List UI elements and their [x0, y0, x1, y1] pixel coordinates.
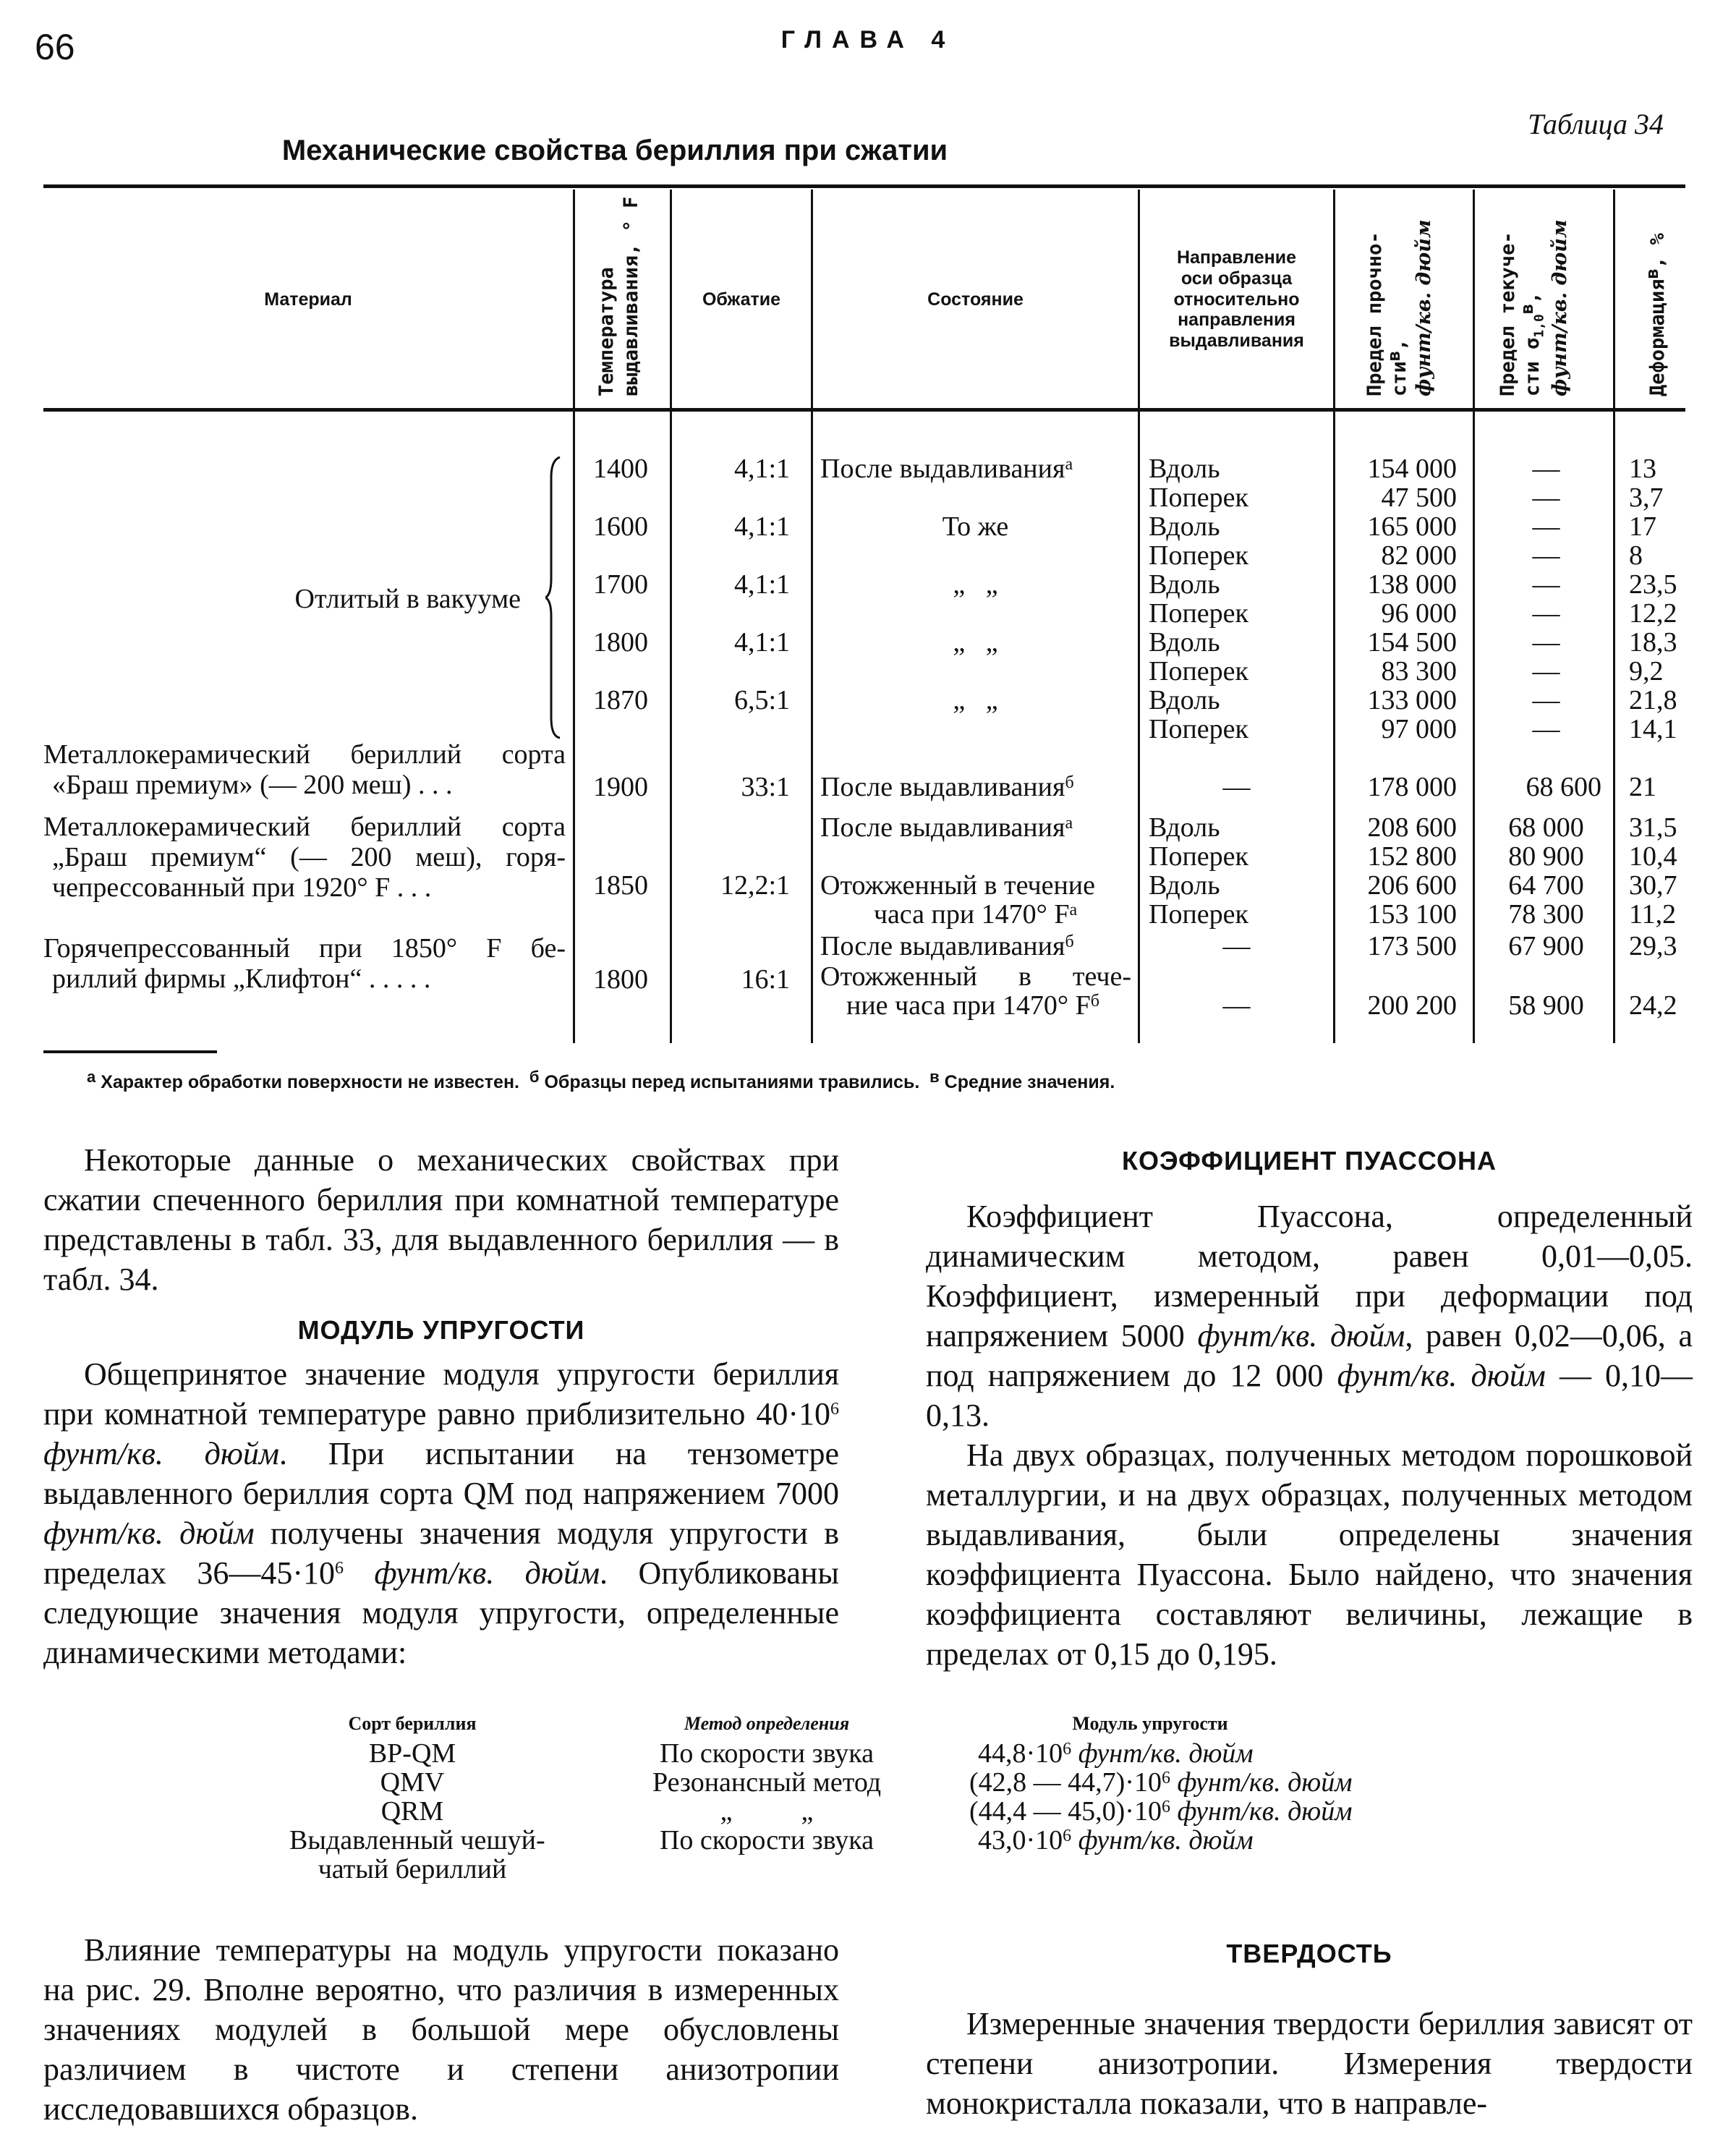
cell-deformation: 30,7	[1629, 870, 1677, 901]
moduli-method: По скорости звука	[659, 1825, 874, 1855]
cell-deformation: 17	[1629, 511, 1656, 542]
cell-temperature: 1600	[593, 511, 648, 542]
cell-direction: Поперек	[1149, 540, 1248, 571]
cell-deformation: 18,3	[1629, 627, 1677, 658]
cell-direction: Вдоль	[1149, 627, 1220, 658]
right-column-poisson	[926, 1196, 1693, 1674]
cell-direction: Вдоль	[1149, 511, 1220, 542]
header-strength-footnote-mark: в	[1383, 350, 1404, 362]
header-direction	[1140, 247, 1333, 352]
heading-hardness: ТВЕРДОСТЬ	[1226, 1939, 1392, 1968]
cell-yield: —	[1532, 656, 1560, 686]
text-run: — 0,10—0,13.	[926, 1358, 1693, 1433]
cell-deformation: 24,2	[1629, 990, 1677, 1021]
cell-condition	[813, 900, 1138, 929]
header-strength: Предел прочно- сти$^в$, фунт/кв. дюйм	[1363, 219, 1435, 396]
cell-strength: 165 000	[1367, 511, 1457, 542]
material-line: Металлокерамический бериллий сорта	[43, 739, 566, 770]
moduli-method: По скорости звука	[659, 1738, 874, 1769]
cell-strength: 154 500	[1367, 627, 1457, 658]
cell-condition	[820, 773, 1074, 802]
cell-temperature: 1900	[593, 772, 648, 802]
header-reduction: Обжатие	[702, 289, 780, 310]
cell-reduction: 4,1:1	[733, 454, 790, 484]
cell-temperature: 1800	[593, 964, 648, 995]
cell-strength: 173 500	[1367, 931, 1457, 961]
unit: фунт/кв. дюйм	[374, 1555, 600, 1591]
cell-condition: Отожженный в течение	[820, 870, 1095, 901]
moduli-grade: QMV	[380, 1767, 445, 1798]
moduli-value	[978, 1739, 1254, 1768]
cell-direction: Поперек	[1149, 841, 1248, 872]
unit: фунт/кв. дюйм	[43, 1516, 255, 1551]
cell-strength: 153 100	[1367, 899, 1457, 930]
value-number: (44,4 — 45,0)·10	[969, 1796, 1162, 1827]
condition-text: ние часа при 1470° F	[846, 990, 1091, 1021]
unit: фунт/кв. дюйм	[1078, 1825, 1254, 1855]
footnote-text: Характер обработки поверхности не известен.	[101, 1072, 519, 1092]
column-divider	[573, 190, 575, 1043]
footnote-mark: а	[87, 1068, 96, 1086]
cell-condition: То же	[942, 511, 1009, 542]
text-run: Общепринятое значение модуля упругости бериллия при комнатной температуре равно приблизительно 40·10	[43, 1356, 839, 1432]
cell-yield: 58 900	[1508, 990, 1584, 1021]
unit: фунт/кв. дюйм	[1337, 1358, 1546, 1393]
footnote-mark: в	[929, 1068, 940, 1086]
cell-reduction: 4,1:1	[733, 569, 790, 600]
cell-material	[43, 933, 566, 994]
cell-yield: —	[1532, 627, 1560, 658]
cell-yield: —	[1532, 454, 1560, 484]
moduli-grade: Выдавленный чешуй-	[289, 1825, 545, 1855]
moduli-grade: QRM	[380, 1796, 444, 1827]
condition-text: После выдавливания	[820, 812, 1065, 843]
value-number: (42,8 — 44,7)·10	[969, 1767, 1162, 1798]
text-run: , равен 0,02—0,06, а под напряжением до 12 000	[926, 1318, 1693, 1393]
header-condition: Состояние	[927, 289, 1024, 310]
cell-yield: —	[1532, 714, 1560, 744]
condition-text: часа при 1470° F	[873, 899, 1070, 930]
heading-poisson: КОЭФФИЦИЕНТ ПУАССОНА	[1122, 1146, 1497, 1176]
unit: фунт/кв. дюйм	[1197, 1318, 1405, 1353]
cell-strength: 96 000	[1381, 598, 1457, 629]
cell-deformation: 21	[1629, 772, 1656, 802]
cell-direction: Вдоль	[1149, 569, 1220, 600]
text-run: получены значения модуля упругости в пределах 36—45·10	[43, 1516, 839, 1591]
cell-yield: 64 700	[1508, 870, 1584, 901]
material-line: Горячепрессованный при 1850° F бе-	[43, 933, 566, 964]
footnote-mark: а	[1069, 901, 1078, 919]
table-header-rule	[43, 408, 1685, 412]
cell-reduction: 12,2:1	[720, 870, 790, 901]
cell-direction: Вдоль	[1149, 685, 1220, 715]
cell-direction: Поперек	[1149, 598, 1248, 629]
cell-yield: 68 000	[1508, 812, 1584, 843]
header-deformation-footnote-mark: в	[1642, 268, 1662, 279]
cell-temperature: 1870	[593, 685, 648, 715]
cell-reduction: 33:1	[741, 772, 790, 802]
condition-text: После выдавливания	[820, 772, 1065, 802]
cell-condition	[820, 454, 1073, 483]
material-vacuum-cast: Отлитый в вакууме	[294, 584, 521, 614]
cell-yield: 80 900	[1508, 841, 1584, 872]
material-line: Металлокерамический бериллий сорта	[43, 812, 566, 842]
header-temperature	[595, 197, 644, 396]
header-temperature-line2: выдавливания, ° F	[619, 196, 642, 396]
paragraph: Влияние температуры на модуль упругости показано на рис. 29. Вполне вероятно, что различия в измеренных значениях модулей в большой мере обусловлены различием в чистоте и степени анизотропии исследовавшихся образцов.	[43, 1932, 839, 2127]
cell-deformation: 13	[1629, 454, 1656, 484]
brace-icon	[545, 456, 563, 739]
left-column-intro	[43, 1140, 839, 1299]
moduli-grade: чатый бериллий	[318, 1854, 507, 1884]
cell-condition	[846, 991, 1099, 1020]
cell-deformation: 10,4	[1629, 841, 1677, 872]
cell-condition: „ „	[953, 627, 998, 658]
paragraph	[43, 1354, 839, 1672]
footnote-mark: а	[1065, 814, 1073, 833]
cell-reduction: 4,1:1	[733, 627, 790, 658]
footnote-mark: б	[1065, 773, 1074, 792]
header-material: Материал	[264, 289, 352, 310]
cell-deformation: 23,5	[1629, 569, 1677, 600]
table-label: Таблица 34	[1528, 108, 1664, 140]
cell-reduction: 6,5:1	[733, 685, 790, 715]
cell-direction: —	[1222, 990, 1251, 1021]
cell-condition: „ „	[953, 569, 998, 600]
text-run: . Опубликованы следующие значения модуля упругости, определенные динамическими методами:	[43, 1555, 839, 1670]
cell-strength: 83 300	[1381, 656, 1457, 686]
table-title: Механические свойства бериллия при сжатии	[281, 135, 948, 166]
header-direction-line: выдавливания	[1169, 331, 1304, 351]
paragraph: Некоторые данные о механических свойствах при сжатии спеченного бериллия при комнатной температуре представлены в табл. 33, для выдавленного бериллия — в табл. 34.	[43, 1142, 839, 1297]
cell-strength: 208 600	[1367, 812, 1457, 843]
header-deformation	[1642, 233, 1670, 396]
cell-direction: Вдоль	[1149, 812, 1220, 843]
unit: фунт/кв. дюйм	[1078, 1738, 1254, 1769]
paragraph: На двух образцах, полученных методом порошковой металлургии, и на двух образцах, полученных методом выдавливания, были определены значения коэффициента Пуассона. Было найдено, что значения коэффициента составляют величины, лежащие в пределах от 0,15 до 0,195.	[926, 1437, 1693, 1672]
cell-deformation: 3,7	[1629, 483, 1664, 513]
paragraph: Измеренные значения твердости бериллия зависят от степени анизотропии. Измерения твердости монокристалла показали, что в направле-	[926, 2006, 1693, 2121]
cell-reduction: 16:1	[741, 964, 790, 995]
cell-deformation: 21,8	[1629, 685, 1677, 715]
cell-direction: Поперек	[1149, 656, 1248, 686]
footnote-mark: б	[1065, 932, 1074, 951]
material-line: чепрессованный при 1920° F . . .	[52, 872, 432, 903]
cell-temperature: 1800	[593, 627, 648, 658]
cell-strength: 206 600	[1367, 870, 1457, 901]
header-yield-line1: Предел текуче-	[1497, 231, 1519, 396]
moduli-grade: BP-QM	[368, 1738, 456, 1769]
cell-strength: 82 000	[1381, 540, 1457, 571]
header-deformation-label: Деформация	[1646, 279, 1669, 396]
cell-yield: 78 300	[1508, 899, 1584, 930]
condition-text: После выдавливания	[820, 454, 1065, 484]
cell-strength: 133 000	[1367, 685, 1457, 715]
cell-deformation: 8	[1629, 540, 1643, 571]
moduli-header-grade: Сорт бериллия	[348, 1713, 477, 1734]
text-run: . При испытании на тензометре выдавленного бериллия сорта QM под напряжением 7000	[43, 1436, 839, 1511]
column-divider	[670, 190, 672, 1043]
cell-deformation: 14,1	[1629, 714, 1677, 744]
moduli-method: Резонансный метод	[652, 1767, 882, 1798]
cell-direction: Вдоль	[1149, 454, 1220, 484]
header-yield-subscript: 1,0	[1531, 314, 1547, 338]
cell-deformation: 11,2	[1629, 899, 1677, 930]
condition-text: После выдавливания	[820, 931, 1065, 961]
cell-strength: 178 000	[1367, 772, 1457, 802]
header-direction-line: направления	[1178, 310, 1295, 331]
header-yield-line2: сти σ	[1520, 337, 1544, 396]
moduli-header-method: Метод определения	[684, 1713, 850, 1734]
header-yield-footnote-mark: в	[1516, 303, 1537, 315]
value-number: 44,8·10	[978, 1738, 1063, 1769]
exponent: 6	[1161, 1769, 1170, 1787]
cell-strength: 154 000	[1367, 454, 1457, 484]
cell-strength: 97 000	[1381, 714, 1457, 744]
header-direction-line: относительно	[1173, 289, 1300, 310]
exponent: 6	[334, 1559, 344, 1578]
heading-modulus: МОДУЛЬ УПРУГОСТИ	[297, 1315, 585, 1345]
cell-direction: —	[1222, 772, 1251, 802]
footnote-mark: б	[1090, 992, 1099, 1011]
cell-yield: —	[1532, 598, 1560, 629]
table-top-rule	[43, 184, 1685, 188]
material-line: риллий фирмы „Клифтон“ . . . . .	[52, 964, 431, 994]
moduli-value	[969, 1768, 1352, 1797]
cell-direction: Вдоль	[1149, 870, 1220, 901]
cell-yield: 68 600	[1526, 772, 1601, 802]
cell-direction: Поперек	[1149, 483, 1248, 513]
cell-condition: Отожженный в тече-	[820, 961, 1131, 992]
cell-yield: —	[1532, 685, 1560, 715]
cell-direction: Поперек	[1149, 714, 1248, 744]
cell-material	[43, 739, 566, 800]
footnote-text: Образцы перед испытаниями травились.	[544, 1072, 920, 1092]
header-direction-line: Направление	[1176, 247, 1297, 268]
cell-yield: —	[1532, 483, 1560, 513]
header-direction-line: оси образца	[1180, 268, 1293, 289]
header-yield: Предел текуче- сти $\sigma_{1,0}^в$, фунт/кв. дюйм	[1497, 219, 1571, 396]
exponent: 6	[1063, 1740, 1072, 1759]
header-deformation-unit: , %	[1646, 233, 1669, 268]
unit: фунт/кв. дюйм	[43, 1436, 279, 1471]
cell-temperature: 1850	[593, 870, 648, 901]
footnote-rule	[43, 1050, 217, 1053]
cell-condition	[820, 813, 1073, 842]
moduli-value	[969, 1797, 1352, 1826]
header-strength-line2: сти	[1387, 361, 1410, 396]
text-run: Коэффициент Пуассона, определенный динамическим методом, равен 0,01—0,05. Коэффициент, измеренный при деформации под напряжением 5000	[926, 1199, 1693, 1353]
cell-yield: 67 900	[1508, 931, 1584, 961]
cell-condition: „ „	[953, 685, 998, 715]
exponent: 6	[830, 1400, 839, 1419]
left-column-temperature	[43, 1930, 839, 2129]
cell-strength: 200 200	[1367, 990, 1457, 1021]
left-column-modulus	[43, 1354, 839, 1672]
cell-deformation: 9,2	[1629, 656, 1664, 686]
cell-strength: 138 000	[1367, 569, 1457, 600]
cell-deformation: 29,3	[1629, 931, 1677, 961]
table-footnotes	[87, 1068, 1115, 1093]
cell-temperature: 1400	[593, 454, 648, 484]
moduli-method: „ „	[720, 1796, 814, 1827]
paragraph	[926, 1196, 1693, 1435]
cell-yield: —	[1532, 540, 1560, 571]
header-strength-unit: фунт/кв. дюйм	[1412, 219, 1435, 396]
cell-yield: —	[1532, 569, 1560, 600]
material-line: „Браш премиум“ (— 200 меш), горя-	[52, 842, 566, 872]
header-yield-unit: фунт/кв. дюйм	[1548, 219, 1571, 396]
material-line: «Браш премиум» (— 200 меш) . . .	[52, 770, 453, 800]
cell-yield: —	[1532, 511, 1560, 542]
value-number: 43,0·10	[978, 1825, 1063, 1855]
exponent: 6	[1161, 1798, 1170, 1816]
cell-strength: 47 500	[1381, 483, 1457, 513]
unit: фунт/кв. дюйм	[1177, 1796, 1353, 1827]
cell-direction: Поперек	[1149, 899, 1248, 930]
cell-strength: 152 800	[1367, 841, 1457, 872]
right-column-hardness	[926, 2004, 1693, 2123]
header-strength-line1: Предел прочно-	[1363, 231, 1386, 396]
cell-deformation: 31,5	[1629, 812, 1677, 843]
footnote-text: Средние значения.	[944, 1072, 1115, 1092]
cell-material	[43, 812, 566, 903]
footnote-mark: б	[529, 1068, 540, 1086]
header-temperature-line1: Температура	[595, 267, 618, 396]
cell-condition	[820, 932, 1074, 961]
exponent: 6	[1063, 1827, 1072, 1845]
running-head: ГЛАВА 4	[780, 26, 956, 54]
moduli-header-value: Модуль упругости	[1072, 1713, 1228, 1734]
page-number: 66	[35, 27, 75, 67]
cell-deformation: 12,2	[1629, 598, 1677, 629]
unit: фунт/кв. дюйм	[1177, 1767, 1353, 1798]
cell-direction: —	[1222, 931, 1251, 961]
cell-reduction: 4,1:1	[733, 511, 790, 542]
footnote-mark: а	[1065, 455, 1073, 474]
cell-temperature: 1700	[593, 569, 648, 600]
moduli-value	[978, 1826, 1254, 1855]
